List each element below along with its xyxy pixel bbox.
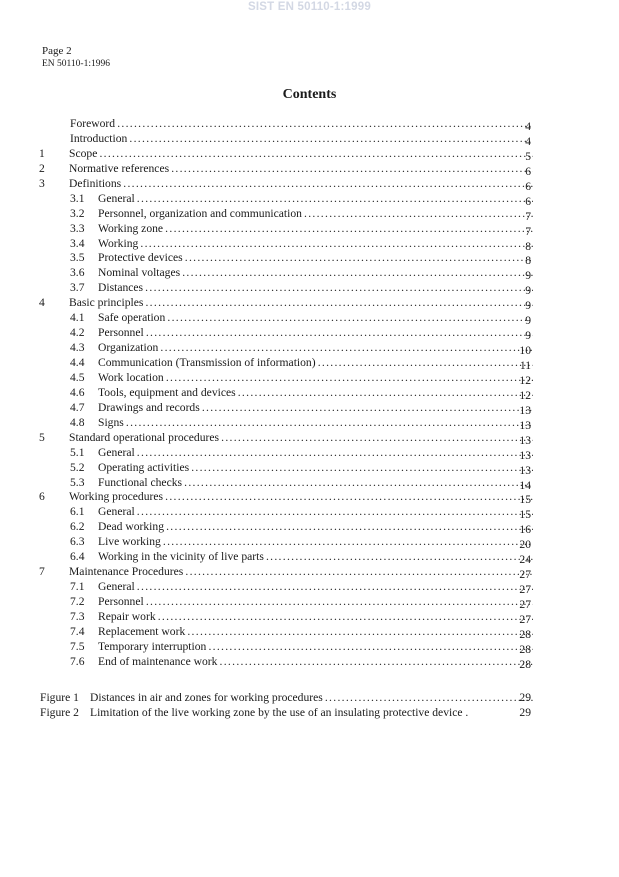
toc-entry-title-leader [69, 565, 533, 579]
toc-entry [0, 461, 619, 476]
toc-entry-page: 5 [525, 149, 531, 163]
toc-entry-page: 27 [519, 568, 531, 582]
table-of-contents [0, 117, 619, 721]
toc-entry-page: 12 [519, 388, 531, 402]
toc-entry-title: Operating activities [98, 460, 190, 474]
toc-entry-title: Basic principles [69, 296, 144, 310]
toc-entry-title-leader [98, 446, 533, 460]
toc-entry-page: 29 [519, 690, 531, 704]
toc-entry-number: 6.4 [70, 550, 85, 564]
toc-entry-title-leader [69, 147, 533, 161]
toc-entry-title: Nominal voltages [98, 266, 181, 280]
toc-entry [0, 281, 619, 296]
toc-entry [0, 640, 619, 655]
toc-entry [0, 476, 619, 491]
toc-entry [0, 401, 619, 416]
toc-entry [0, 296, 619, 311]
toc-entry-number: 3.3 [70, 221, 85, 235]
toc-entry-title-leader [70, 132, 533, 146]
toc-entry-title: Introduction [70, 131, 128, 145]
toc-entry [0, 655, 619, 670]
toc-entry-number: 5.2 [70, 460, 85, 474]
toc-entry-page: 9 [525, 329, 531, 343]
toc-entry-page: 28 [519, 627, 531, 641]
toc-entry-page: 14 [519, 478, 531, 492]
toc-entry-title: Distances in air and zones for working procedures [90, 690, 323, 704]
toc-entry-number: 7.3 [70, 609, 85, 623]
toc-entry-title: Working [98, 236, 139, 250]
toc-entry-title-leader [98, 192, 533, 206]
toc-entry-title: Communication (Transmission of information) [98, 356, 316, 369]
toc-entry-title-leader [98, 371, 533, 385]
toc-entry [0, 580, 619, 595]
toc-entry-title: Organization [98, 341, 159, 355]
toc-entry-title: Safe operation [98, 311, 166, 325]
toc-entry-page: 7 [525, 209, 531, 223]
toc-entry-title-leader [98, 401, 533, 415]
toc-entry-number: 3 [39, 176, 45, 190]
toc-entry-number: 6.3 [70, 535, 85, 549]
toc-entry-title-leader [98, 281, 533, 295]
toc-entry-title-leader [98, 251, 533, 265]
toc-entry-title: Live working [98, 535, 161, 549]
toc-entry-title-leader [69, 162, 533, 176]
toc-entry-title: End of maintenance work [98, 654, 218, 668]
toc-entry-page: 4 [525, 134, 531, 148]
toc-entry-title: Personnel [98, 326, 144, 340]
toc-entry-title-leader [98, 655, 533, 669]
toc-entry-page: 7 [525, 224, 531, 238]
toc-entry-number: 4.3 [70, 341, 85, 355]
toc-entry-title-leader [98, 386, 533, 400]
toc-entry-number: 5 [39, 430, 45, 444]
toc-entry-number: 4.8 [70, 415, 85, 429]
toc-entry-title: Definitions [69, 176, 122, 190]
toc-entry-title-leader [98, 341, 533, 355]
toc-entry-number: 6.1 [70, 505, 85, 519]
toc-figures-gap [0, 670, 619, 691]
toc-entry-title: Foreword [70, 117, 116, 130]
toc-entry-title-leader [69, 431, 533, 445]
toc-entry-number: 4.5 [70, 370, 85, 384]
toc-entry [0, 341, 619, 356]
toc-entry [0, 356, 619, 371]
toc-entry-title: General [98, 505, 135, 519]
toc-entry-title-leader [69, 490, 533, 504]
standard-reference: EN 50110-1:1996 [42, 59, 110, 69]
toc-entry-number: 3.1 [70, 191, 85, 205]
toc-entry-page: 10 [519, 344, 531, 358]
toc-entry-title-leader [98, 550, 533, 564]
toc-entry-title-leader [98, 580, 533, 594]
toc-entry-title: Working procedures [69, 490, 164, 504]
toc-entry-number: 7 [39, 565, 45, 579]
toc-entry-page: 28 [519, 642, 531, 656]
toc-entry-title-leader [98, 326, 533, 340]
toc-entry [0, 386, 619, 401]
toc-entry-title: Scope [69, 146, 98, 160]
toc-entry-number: 5.3 [70, 475, 85, 489]
toc-entry-number: Figure 1 [40, 690, 79, 704]
toc-entry-number: 2 [39, 161, 45, 175]
toc-entry [0, 266, 619, 281]
toc-entry-page: 27 [519, 612, 531, 626]
toc-entry-title-leader [98, 222, 533, 236]
toc-entry-title: General [98, 191, 135, 205]
toc-entry-title: Repair work [98, 609, 156, 623]
toc-entry-title: Limitation of the live working zone by the use of an insulating protective device . [90, 705, 469, 719]
toc-entry-title-leader [70, 117, 533, 131]
toc-entry [0, 311, 619, 326]
toc-entry-title: Working in the vicinity of live parts [98, 550, 264, 564]
toc-entry-page: 29 [519, 705, 531, 719]
toc-entry-page: 4 [525, 120, 531, 133]
toc-entry-title: Work location [98, 370, 164, 384]
toc-entry-page: 20 [519, 538, 531, 552]
toc-entry-page: 13 [519, 418, 531, 432]
toc-entry-title-leader [98, 356, 533, 370]
toc-entry-page: 11 [519, 359, 531, 372]
toc-entry [0, 326, 619, 341]
toc-entry-page: 16 [519, 523, 531, 537]
toc-entry-title-leader [69, 296, 533, 310]
toc-entry-number: 3.7 [70, 281, 85, 295]
toc-entry [0, 132, 619, 147]
toc-entry-title-leader [98, 237, 533, 251]
toc-entry-title: Distances [98, 281, 144, 295]
toc-entry-number: 7.6 [70, 654, 85, 668]
toc-entry-number: 5.1 [70, 445, 85, 459]
toc-entry-title: Normative references [69, 161, 170, 175]
toc-entry-title: Drawings and records [98, 400, 200, 414]
toc-entry-title: Replacement work [98, 624, 186, 638]
toc-entry [0, 565, 619, 580]
toc-entry-number: 3.4 [70, 236, 85, 250]
toc-entry-title: Dead working [98, 520, 165, 534]
toc-entry-title-leader [98, 476, 533, 490]
toc-entry [0, 117, 619, 132]
toc-entry [0, 237, 619, 252]
toc-entry-page: 9 [525, 269, 531, 283]
toc-entry-number: 4.7 [70, 400, 85, 414]
toc-entry-page: 12 [519, 373, 531, 387]
toc-entry-page: 6 [525, 164, 531, 178]
toc-entry-page: 9 [525, 314, 531, 328]
contents-title: Contents [282, 87, 337, 102]
toc-entry [0, 535, 619, 550]
toc-entry-title-leader [98, 266, 533, 280]
toc-entry [0, 550, 619, 565]
toc-entry-title: Temporary interruption [98, 639, 207, 653]
toc-entry-title: Signs [98, 415, 124, 429]
toc-entry-title-leader [98, 595, 533, 609]
toc-entry [0, 192, 619, 207]
toc-entry-page: 13 [519, 433, 531, 447]
toc-entry-page: 8 [525, 239, 531, 253]
toc-entry-page: 13 [519, 448, 531, 462]
toc-entry-number: 4.4 [70, 356, 85, 369]
toc-entry-page: 15 [519, 493, 531, 507]
toc-entry-title-leader [90, 691, 533, 705]
toc-entry-title-leader [98, 610, 533, 624]
toc-entry-title-leader [98, 535, 533, 549]
toc-entry [0, 207, 619, 222]
toc-entry [0, 371, 619, 386]
toc-entry-page: 6 [525, 179, 531, 193]
toc-entry-title: Personnel, organization and communication [98, 206, 302, 220]
toc-entry-page: 9 [525, 299, 531, 313]
toc-entry-title-leader [98, 461, 533, 475]
toc-entry-number: 1 [39, 146, 45, 160]
toc-entry-title: General [98, 580, 135, 594]
toc-entry-number: 3.2 [70, 206, 85, 220]
toc-entry-page: 27 [519, 598, 531, 611]
toc-entry-title: Personnel [98, 595, 144, 608]
toc-entry-title: Working zone [98, 221, 164, 235]
toc-entry-number: 4.1 [70, 311, 85, 325]
toc-entry [0, 625, 619, 640]
toc-entry [0, 431, 619, 446]
toc-entry-number: 6 [39, 490, 45, 504]
toc-entry-title-leader [98, 207, 533, 221]
toc-entry-number: Figure 2 [40, 705, 79, 719]
toc-entry [0, 505, 619, 520]
toc-entry-page: 13 [519, 463, 531, 477]
toc-entry-page: 6 [525, 194, 531, 208]
toc-entry [0, 520, 619, 535]
toc-entry-number: 7.4 [70, 624, 85, 638]
toc-entry [0, 610, 619, 625]
toc-entry-page: 27 [519, 583, 531, 597]
toc-entry-page: 15 [519, 508, 531, 522]
toc-entry [0, 251, 619, 266]
toc-entry-title-leader [98, 416, 533, 430]
toc-entry-title-leader [98, 311, 533, 325]
toc-entry-title-leader [98, 520, 533, 534]
toc-entry-number: 4 [39, 296, 45, 310]
toc-entry-page: 9 [525, 284, 531, 298]
toc-entry-number: 6.2 [70, 520, 85, 534]
toc-entry-title: Maintenance Procedures [69, 565, 184, 579]
toc-entry-title: Tools, equipment and devices [98, 385, 236, 399]
toc-entry [0, 446, 619, 461]
toc-entry-title-leader [98, 640, 533, 654]
toc-entry-title-leader [69, 177, 533, 191]
toc-entry-title: Standard operational procedures [69, 430, 220, 444]
toc-entry-number: 3.5 [70, 251, 85, 265]
toc-entry-page: 13 [519, 403, 531, 417]
toc-entry-title: General [98, 445, 135, 459]
toc-entry-title-leader [98, 505, 533, 519]
toc-entry [0, 490, 619, 505]
toc-entry [0, 416, 619, 431]
toc-entry [0, 222, 619, 237]
toc-entry-page: 24 [519, 553, 531, 567]
toc-entry-number: 4.6 [70, 385, 85, 399]
toc-entry-number: 4.2 [70, 326, 85, 340]
toc-entry [0, 162, 619, 177]
toc-entry-title-leader [98, 625, 533, 639]
toc-entry-page: 8 [525, 254, 531, 268]
toc-entry [0, 147, 619, 162]
toc-entry-number: 7.5 [70, 639, 85, 653]
toc-entry [0, 177, 619, 192]
toc-entry-title: Functional checks [98, 475, 183, 489]
figure-list-entry [0, 706, 619, 721]
toc-entry-page: 28 [519, 657, 531, 671]
toc-entry-title: Protective devices [98, 251, 183, 265]
toc-entry-title-leader [90, 706, 533, 720]
document-watermark: SIST EN 50110-1:1999 [248, 1, 371, 13]
page-number-label: Page 2 [42, 45, 72, 57]
figure-list-entry [0, 691, 619, 706]
toc-entry [0, 595, 619, 610]
toc-entry-number: 7.2 [70, 595, 85, 608]
toc-entry-number: 3.6 [70, 266, 85, 280]
toc-entry-number: 7.1 [70, 580, 85, 594]
